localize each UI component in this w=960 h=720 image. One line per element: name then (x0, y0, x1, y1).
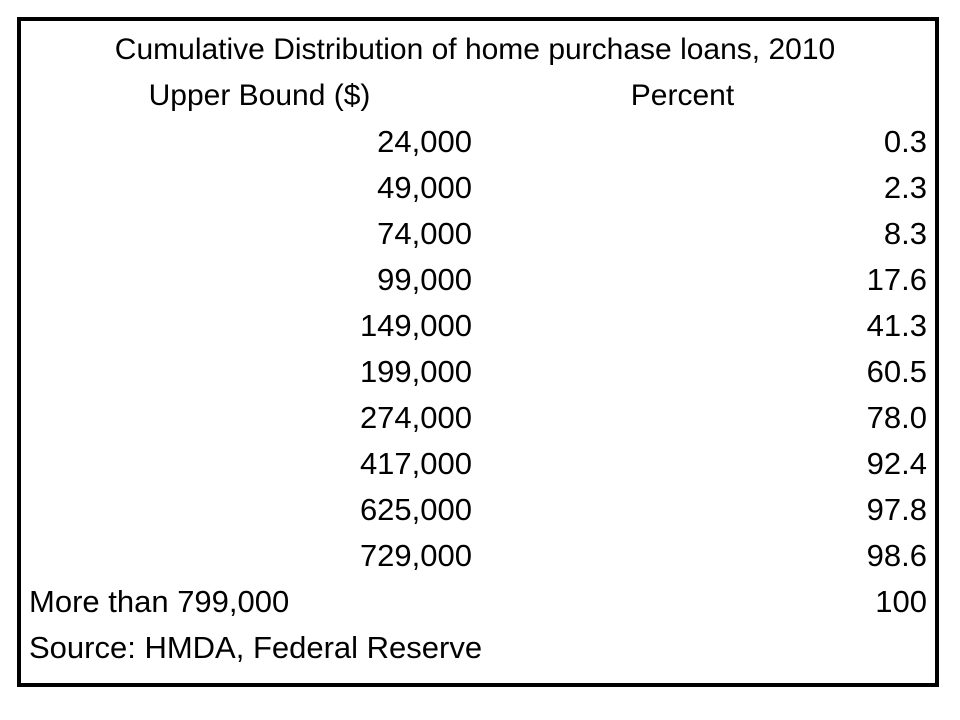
cell-percent: 98.6 (866, 538, 927, 573)
cell-percent: 0.3 (883, 124, 927, 159)
table-row (27, 579, 929, 625)
table-row (27, 395, 929, 441)
page-title: Cumulative Distribution of home purchase loans, 2010 (114, 33, 836, 66)
cell-percent: 8.3 (883, 216, 927, 251)
table-frame (17, 17, 939, 687)
cell-upper-bound: 74,000 (377, 216, 472, 251)
cell-upper-bound: 625,000 (359, 492, 472, 527)
cell-percent: 17.6 (866, 262, 927, 297)
table-source-row (27, 625, 929, 671)
table-row (27, 441, 929, 487)
cell-percent: 92.4 (866, 446, 927, 481)
table-header-row (27, 73, 929, 119)
table-row (27, 303, 929, 349)
cell-upper-bound: 729,000 (359, 538, 472, 573)
cell-upper-bound: 49,000 (377, 170, 472, 205)
table-row (27, 487, 929, 533)
table-row (27, 211, 929, 257)
cell-percent: 97.8 (866, 492, 927, 527)
cell-upper-bound: 149,000 (359, 308, 472, 343)
table-row (27, 349, 929, 395)
table-row (27, 165, 929, 211)
column-header-upper-bound: Upper Bound ($) (148, 79, 371, 112)
table-row (27, 533, 929, 579)
cell-upper-bound: More than 799,000 (29, 584, 290, 619)
cumulative-distribution-table (21, 21, 935, 683)
cell-percent: 78.0 (866, 400, 927, 435)
cell-upper-bound: 99,000 (377, 262, 472, 297)
cell-upper-bound: 417,000 (359, 446, 472, 481)
cell-percent: 41.3 (866, 308, 927, 343)
cell-percent: 2.3 (883, 170, 927, 205)
column-header-percent: Percent (630, 79, 735, 112)
cell-upper-bound: 24,000 (377, 124, 472, 159)
table-row (27, 257, 929, 303)
source-note: Source: HMDA, Federal Reserve (29, 630, 483, 665)
cell-upper-bound: 199,000 (359, 354, 472, 389)
cell-percent: 100 (875, 584, 927, 619)
table-title-row (27, 27, 929, 73)
cell-percent: 60.5 (866, 354, 927, 389)
cell-upper-bound: 274,000 (359, 400, 472, 435)
table-row (27, 119, 929, 165)
